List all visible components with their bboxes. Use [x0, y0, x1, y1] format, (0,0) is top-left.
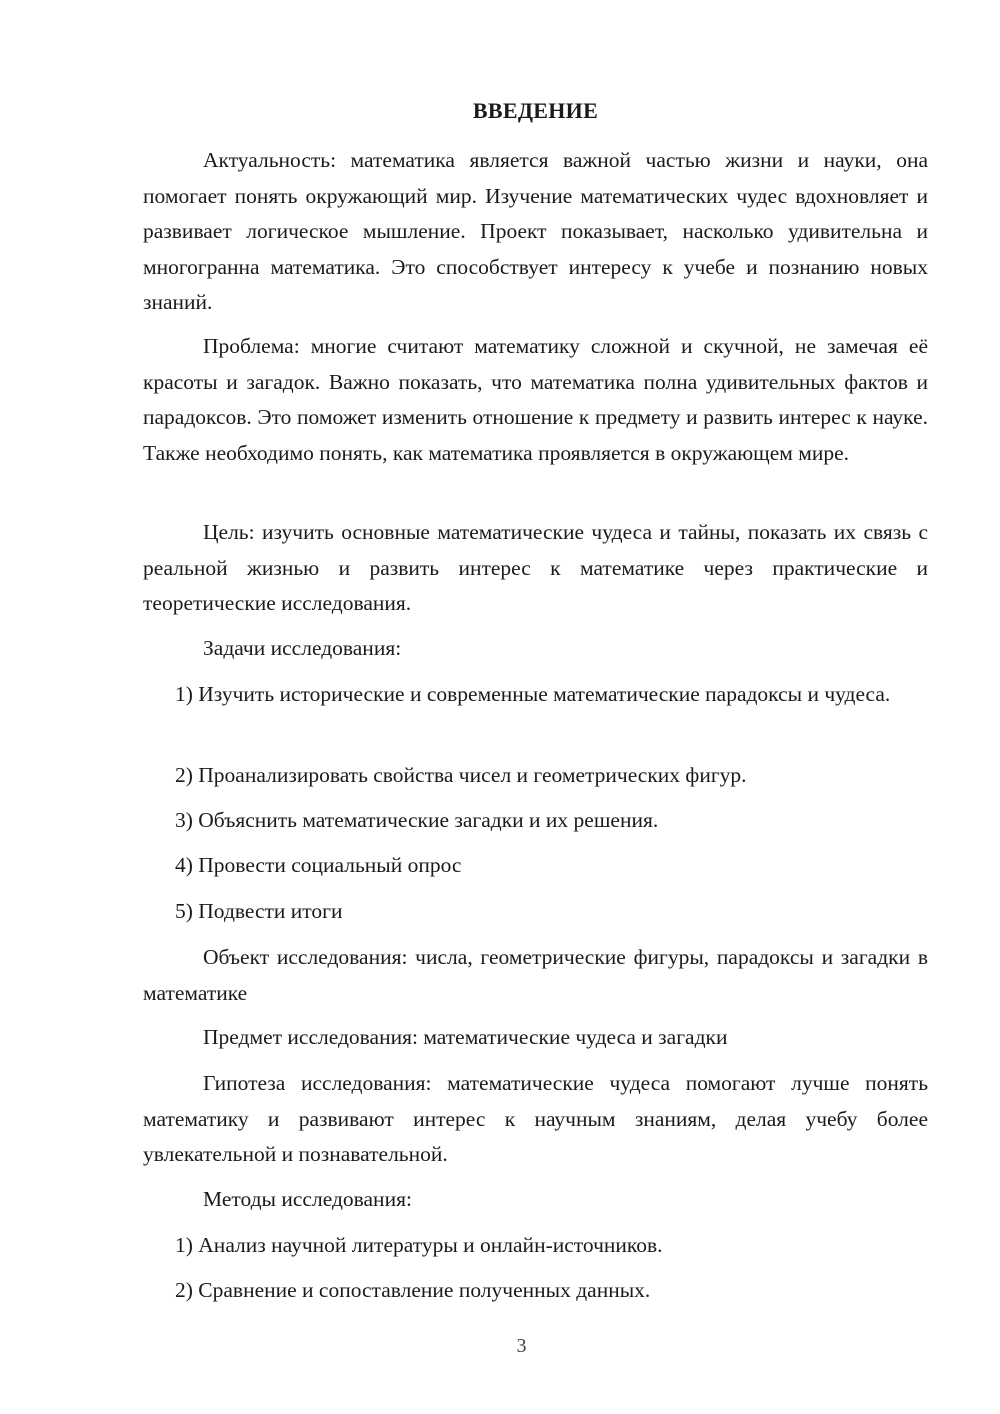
subject-paragraph: Предмет исследования: математические чудеса и загадки: [203, 1025, 728, 1049]
hypothesis-paragraph: Гипотеза исследования: математические чудеса помогают лучше понять математику и развивают интерес к научным знаниям, делая учебу более увлекательной и познавательной.: [143, 1071, 928, 1166]
task-item-3: 3) Объяснить математические загадки и их решения.: [175, 808, 659, 832]
task-item-4: 4) Провести социальный опрос: [175, 853, 462, 877]
page-number: 3: [516, 1335, 527, 1357]
object-paragraph: Объект исследования: числа, геометрические фигуры, парадоксы и загадки в математике: [143, 945, 928, 1005]
task-item-1: 1) Изучить исторические и современные математические парадоксы и чудеса.: [175, 682, 891, 706]
problem-paragraph: Проблема: многие считают математику сложной и скучной, не замечая её красоты и загадок. Важно показать, что математика полна удивительных фактов и парадоксов. Это поможет изменить отношение к предмету и развить интерес к науке. Также необходимо понять, как математика проявляется в окружающем мире.: [143, 334, 928, 465]
method-item-2: 2) Сравнение и сопоставление полученных данных.: [175, 1278, 651, 1302]
goal-paragraph: Цель: изучить основные математические чудеса и тайны, показать их связь с реальной жизнью и развить интерес к математике через практические и теоретические исследования.: [143, 520, 928, 615]
tasks-heading: Задачи исследования:: [203, 636, 402, 660]
relevance-paragraph: Актуальность: математика является важной частью жизни и науки, она помогает понять окружающий мир. Изучение математических чудес вдохновляет и развивает логическое мышление. Проект показывает, насколько удивительна и многогранна математика. Это способствует интересу к учебе и познанию новых знаний.: [143, 148, 928, 314]
section-heading: ВВЕДЕНИЕ: [472, 98, 599, 123]
method-item-1: 1) Анализ научной литературы и онлайн-источников.: [175, 1233, 663, 1257]
task-item-5: 5) Подвести итоги: [175, 899, 343, 923]
task-item-2: 2) Проанализировать свойства чисел и геометрических фигур.: [175, 763, 747, 787]
methods-heading: Методы исследования:: [203, 1187, 412, 1211]
